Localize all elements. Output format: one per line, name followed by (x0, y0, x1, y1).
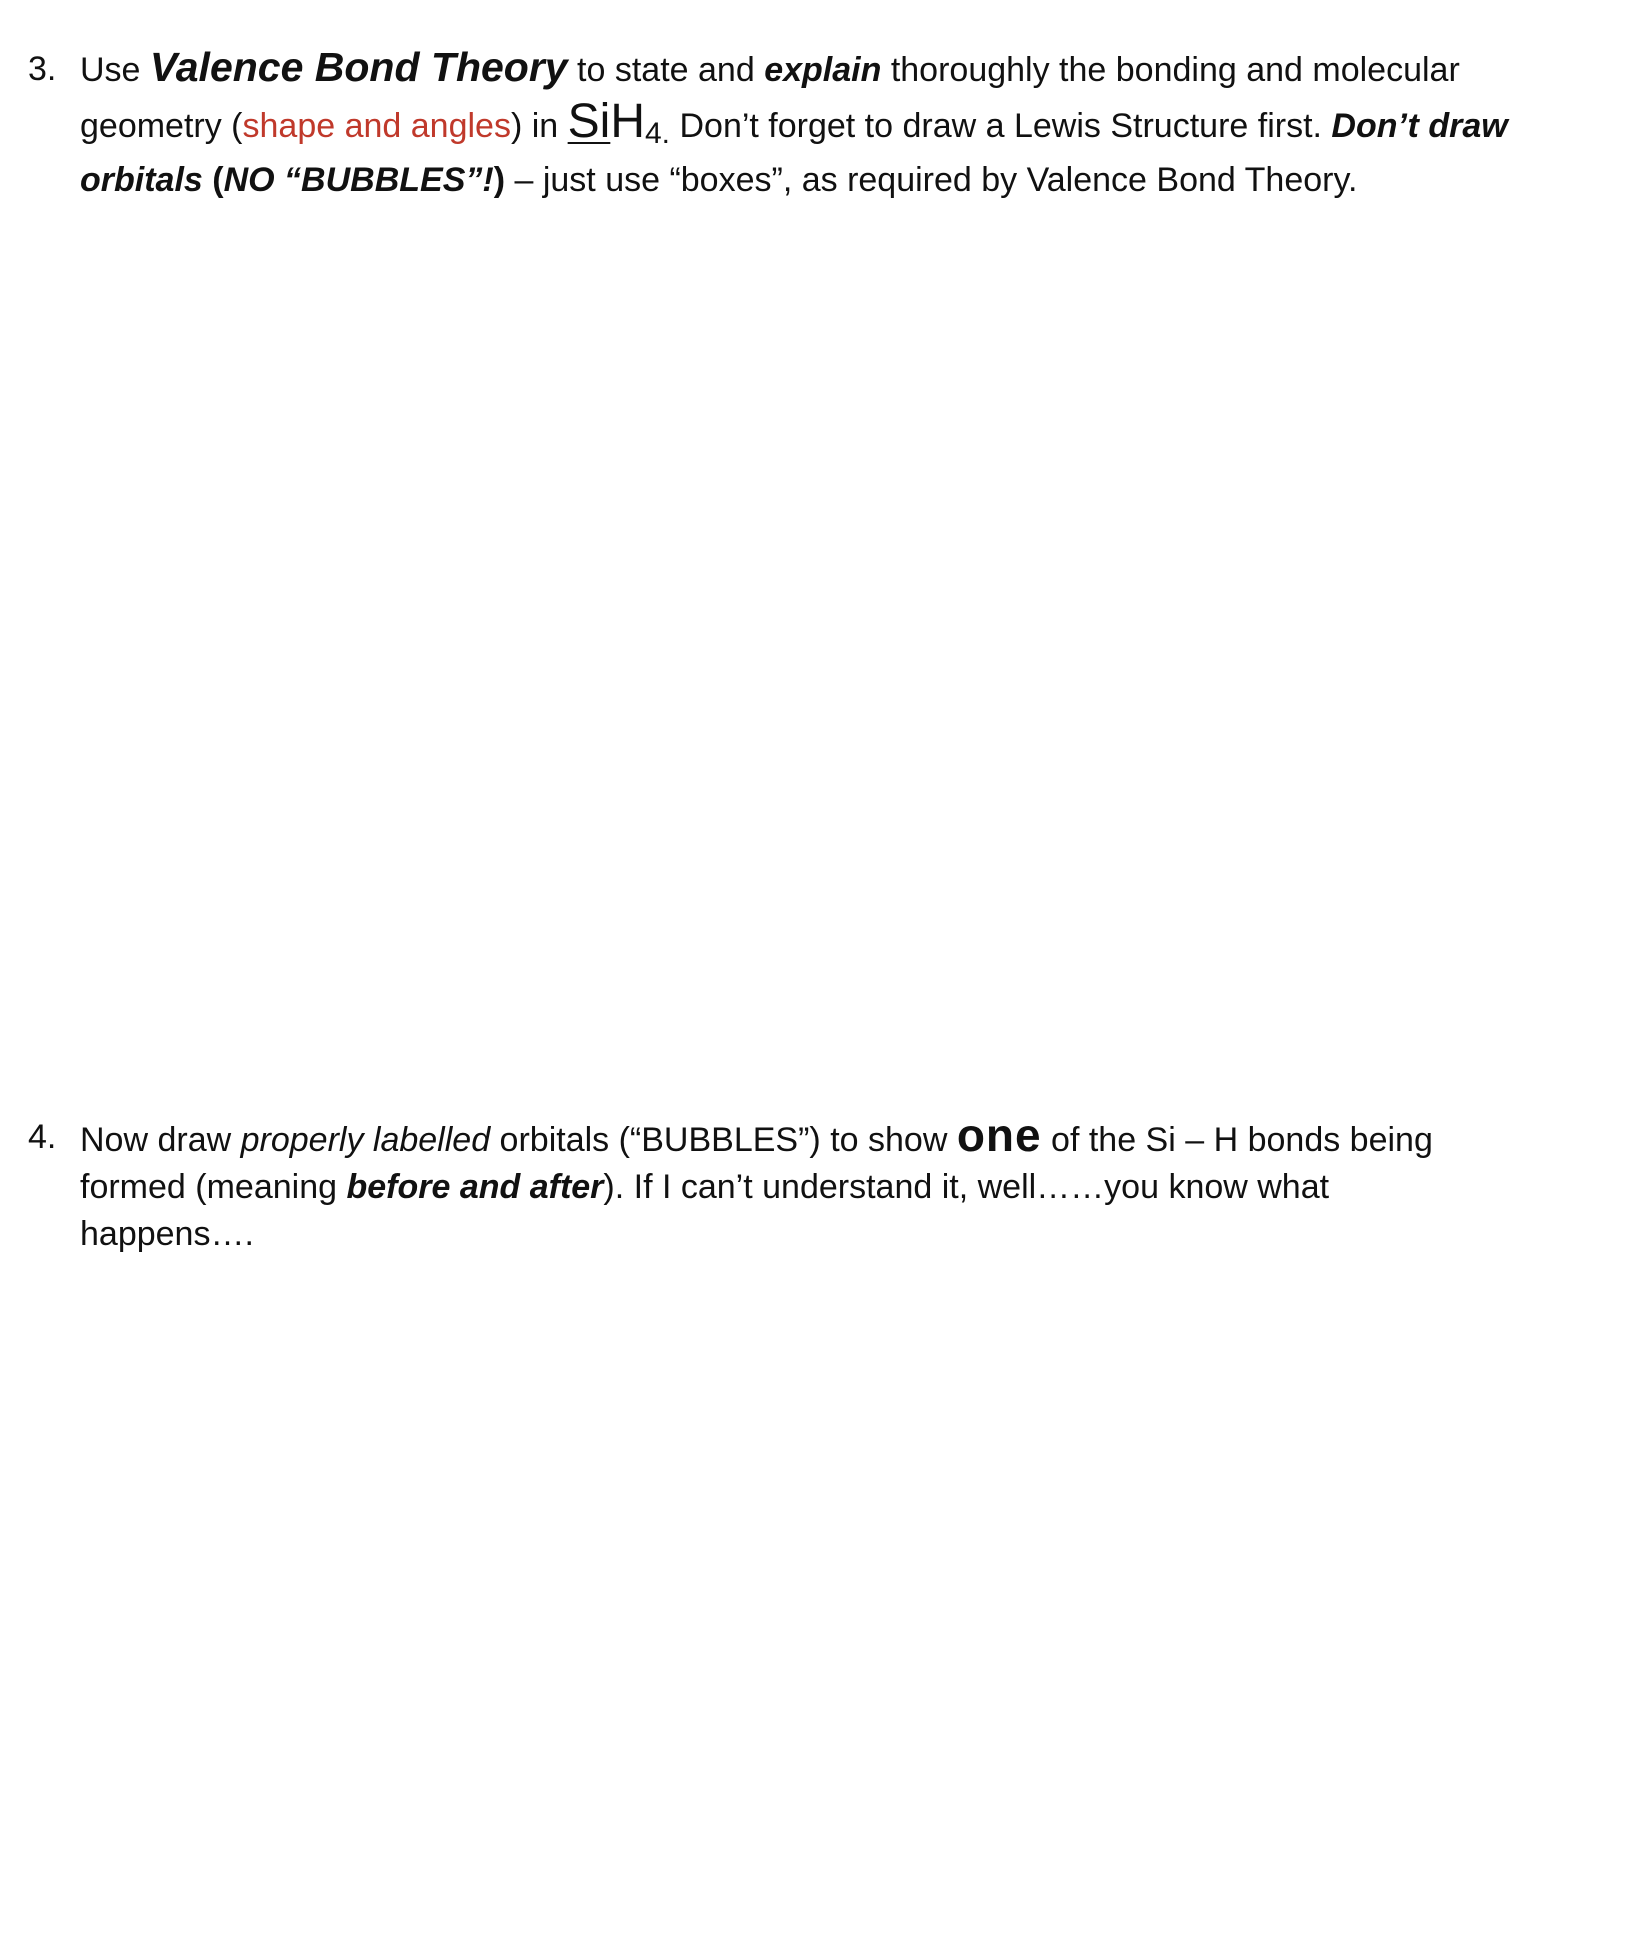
formula-si: Si (567, 95, 611, 148)
highlight-shape-and-angles: shape and angles (242, 107, 511, 145)
question-line (80, 44, 1625, 94)
text-segment: orbitals (“BUBBLES”) to show (490, 1121, 957, 1159)
formula-h: H (610, 95, 645, 148)
emphasis-orbitals: orbitals (80, 161, 203, 199)
question-text (80, 44, 1625, 204)
question-line (80, 1211, 1625, 1258)
text-segment: ). If I can’t understand it, well……you know what (603, 1168, 1330, 1206)
question-line (80, 157, 1625, 204)
text-segment: formed (meaning (80, 1168, 347, 1206)
text-segment: ( (202, 161, 224, 199)
text-segment: happens…. (80, 1215, 254, 1253)
emphasis-before-and-after: before and after (346, 1168, 604, 1206)
emphasis-valence-bond-theory: Valence Bond Theory (149, 44, 568, 90)
text-segment: Don’t forget to draw a Lewis Structure first. (670, 107, 1332, 145)
question-line (80, 95, 1625, 157)
formula-subscript: 4. (645, 117, 671, 150)
question-line (80, 1164, 1625, 1211)
emphasis-one: one (956, 1109, 1042, 1161)
text-segment: – just use “boxes”, as required by Valence Bond Theory. (505, 161, 1358, 199)
question-text (80, 1109, 1625, 1258)
emphasis-dont-draw: Don’t draw (1331, 107, 1508, 145)
text-segment: Now draw (80, 1121, 241, 1159)
emphasis-no-bubbles: NO “BUBBLES”! (223, 161, 494, 199)
text-segment: geometry ( (80, 107, 243, 145)
question-line (80, 1109, 1625, 1164)
text-segment: to state and (567, 51, 765, 89)
text-segment: thoroughly the bonding and molecular (881, 51, 1460, 89)
text-segment: Use (80, 51, 150, 89)
text-segment: ) in (510, 107, 568, 145)
question-number: 3. (28, 50, 57, 88)
text-segment: ) (493, 161, 506, 199)
emphasis-properly-labelled: properly labelled (240, 1121, 491, 1159)
question-number: 4. (28, 1118, 57, 1156)
emphasis-explain: explain (764, 51, 882, 89)
text-segment: of the Si – H bonds being (1041, 1121, 1433, 1159)
